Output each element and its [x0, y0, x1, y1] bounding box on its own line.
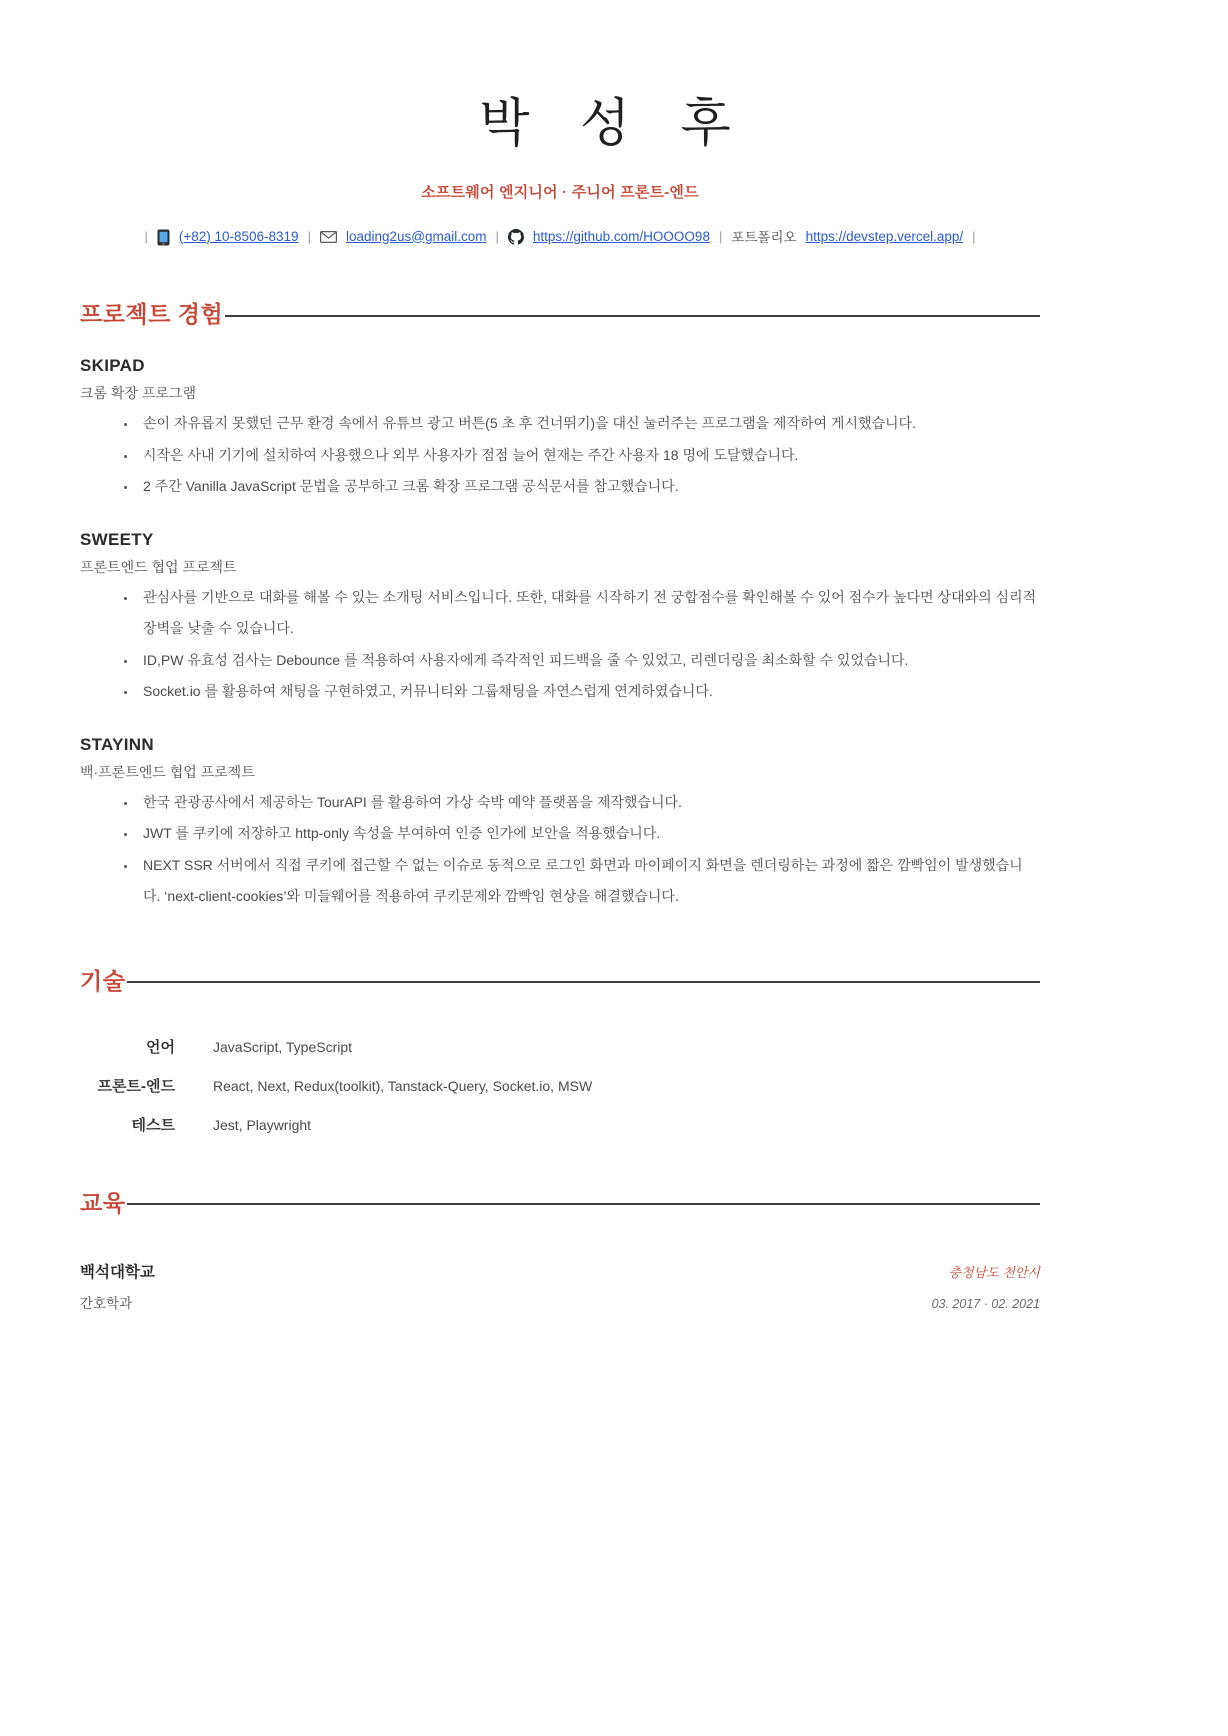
divider: |: [495, 228, 499, 244]
divider: |: [972, 228, 976, 244]
bullet-item: • 손이 자유롭지 못했던 근무 환경 속에서 유튜브 광고 버튼(5 초 후 건너뛰기)을 대신 눌러주는 프로그램을 제작하여 게시했습니다.: [137, 408, 1040, 440]
section-title: 프로젝트 경험: [80, 301, 224, 327]
contact-bar: [80, 226, 1040, 246]
section-education: [80, 1185, 1040, 1312]
period: 03. 2017 · 02. 2021: [931, 1296, 1040, 1311]
project-subtitle: 백·프론트엔드 협업 프로젝트: [80, 763, 255, 780]
skill-label: 테스트: [131, 1116, 175, 1134]
section-heading-education: [80, 1185, 1040, 1218]
bullet-item: • JWT 를 쿠키에 저장하고 http-only 속성을 부여하여 인증 인가에 보안을 적용했습니다.: [137, 818, 1040, 850]
section-heading-skills: [80, 963, 1040, 996]
bullet-item: • 시작은 사내 기기에 설치하여 사용했으나 외부 사용자가 점점 늘어 현재는 주간 사용자 18 명에 도달했습니다.: [137, 440, 1040, 472]
skill-row-languages: [80, 1036, 1040, 1057]
bullet-item: • Socket.io 를 활용하여 채팅을 구현하였고, 커뮤니티와 그룹채팅을 자연스럽게 연계하였습니다.: [137, 676, 1040, 708]
project-skipad: [80, 356, 1040, 503]
email-icon: [320, 231, 337, 243]
project-title: SKIPAD: [80, 356, 145, 375]
section-title: 기술: [80, 967, 126, 994]
divider: |: [718, 228, 723, 244]
project-title: STAYINN: [80, 734, 154, 754]
section-skills: [80, 963, 1040, 1135]
project-title: SWEETY: [80, 529, 154, 549]
github-icon: [508, 229, 524, 245]
skill-row-frontend: [80, 1075, 1040, 1096]
project-subtitle: 크롬 확장 프로그램: [80, 385, 196, 401]
phone-icon: [157, 229, 170, 246]
education-row-top: [80, 1260, 1040, 1282]
project-bullets: [80, 408, 1040, 503]
portfolio-link[interactable]: https://devstep.vercel.app/: [805, 228, 964, 244]
education-row-bottom: [80, 1292, 1040, 1312]
bullet-item: • 관심사를 기반으로 대화를 해볼 수 있는 소개팅 서비스입니다. 또한, 대화를 시작하기 전 궁합점수를 확인해볼 수 있어 점수가 높다면 상대와의 심리적 장벽을 낮출 수 있습니다.: [137, 582, 1040, 645]
section-rule: [127, 981, 1040, 983]
education-entry: [80, 1260, 1040, 1312]
section-title: 교육: [80, 1189, 126, 1216]
portfolio-label: 포트폴리오: [731, 230, 797, 245]
bullet-item: • 한국 관광공사에서 제공하는 TourAPI 를 활용하여 가상 숙박 예약 플랫폼을 제작했습니다.: [137, 787, 1040, 819]
skill-label: 프론트-엔드: [97, 1077, 175, 1095]
skill-label: 언어: [146, 1038, 175, 1056]
project-bullets: [80, 787, 1040, 913]
bullet-item: • NEXT SSR 서버에서 직접 쿠키에 접근할 수 없는 이슈로 동적으로 로그인 화면과 마이페이지 화면을 렌더링하는 과정에 짧은 깜빡임이 발생했습니다. ‘next-client-cookies’와 미들웨어를 적용하여 쿠키문제와 깜빡임 현상을 해결했습니다.: [137, 850, 1040, 913]
project-stayinn: [80, 735, 1040, 913]
skill-value: React, Next, Redux(toolkit), Tanstack-Query, Socket.io, MSW: [213, 1077, 593, 1094]
school-location: 충청남도 천안시: [948, 1264, 1040, 1280]
bullet-item: • 2 주간 Vanilla JavaScript 문법을 공부하고 크롬 확장 프로그램 공식문서를 참고했습니다.: [137, 471, 1040, 503]
project-bullets: [80, 582, 1040, 708]
page-title: 박 성 후: [479, 95, 749, 153]
section-heading-projects: [80, 296, 1040, 329]
resume-header: [80, 92, 1040, 246]
divider: |: [144, 228, 148, 244]
section-projects: [80, 296, 1040, 913]
skill-value: Jest, Playwright: [213, 1116, 312, 1133]
job-subtitle: 소프트웨어 엔지니어 · 주니어 프론트-엔드: [421, 184, 699, 201]
project-sweety: [80, 530, 1040, 708]
email-link[interactable]: loading2us@gmail.com: [345, 228, 487, 244]
bullet-item: • ID,PW 유효성 검사는 Debounce 를 적용하여 사용자에게 즉각적인 피드백을 줄 수 있었고, 리렌더링을 최소화할 수 있었습니다.: [137, 645, 1040, 677]
divider: |: [307, 228, 311, 244]
phone-link[interactable]: (+82) 10-8506-8319: [178, 228, 299, 244]
school-name: 백석대학교: [80, 1263, 155, 1281]
section-rule: [225, 315, 1040, 317]
github-link[interactable]: https://github.com/HOOOO98: [532, 228, 710, 244]
section-rule: [127, 1203, 1040, 1205]
skill-value: JavaScript, TypeScript: [213, 1038, 353, 1055]
skill-row-testing: [80, 1114, 1040, 1135]
major: 간호학과: [80, 1295, 133, 1311]
project-subtitle: 프론트엔드 협업 프로젝트: [80, 558, 237, 575]
skills-table: [80, 1036, 1040, 1135]
